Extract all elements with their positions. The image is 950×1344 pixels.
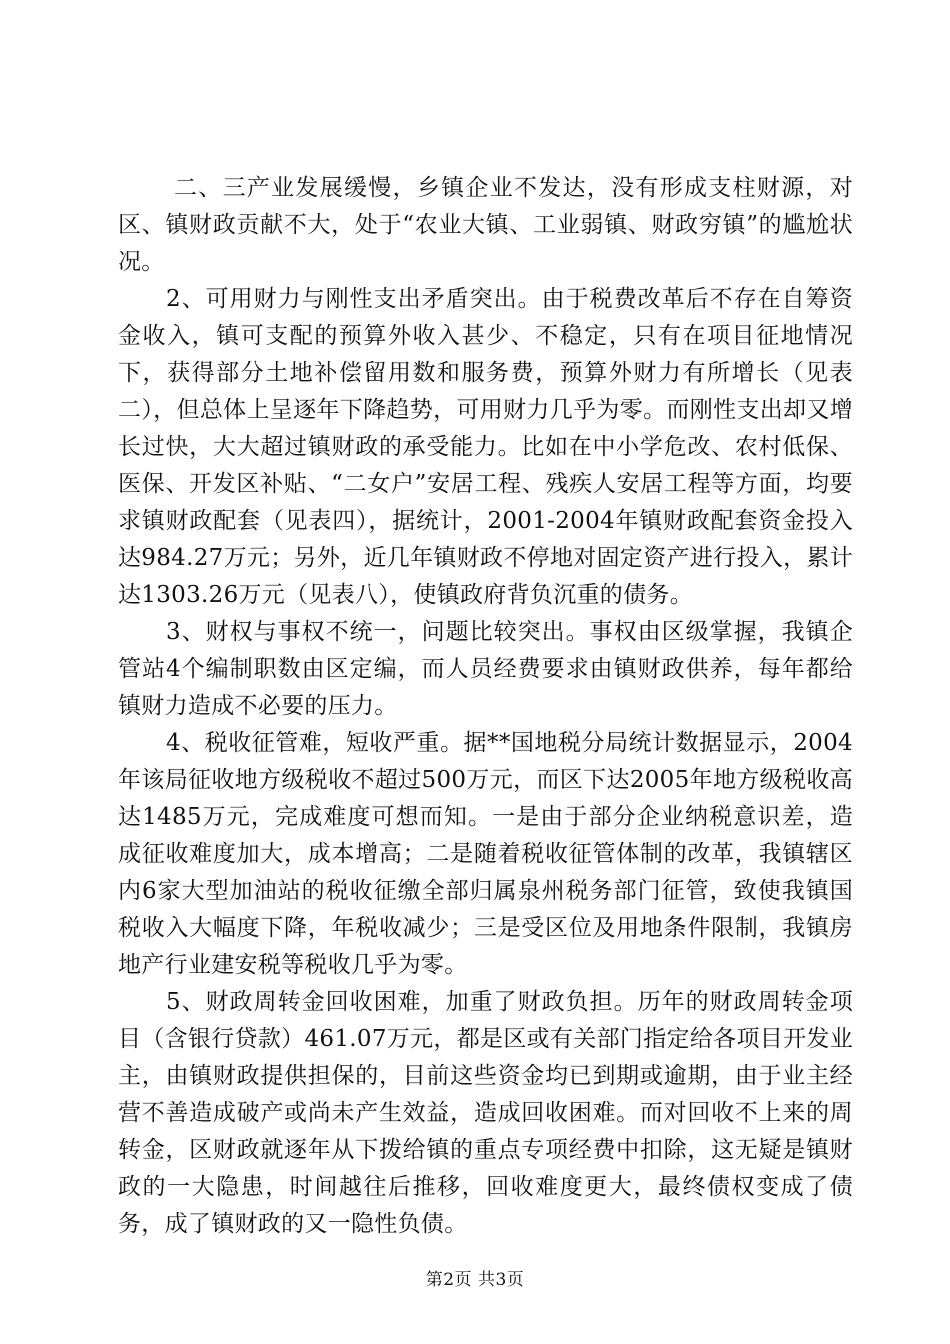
paragraph-1: 二、三产业发展缓慢，乡镇企业不发达，没有形成支柱财源，对区、镇财政贡献不大，处于“农业大镇、工业弱镇、财政穷镇”的尴尬状况。 — [118, 175, 853, 275]
paragraph-3: 3、财权与事权不统一，问题比较突出。事权由区级掌握，我镇企管站4个编制职数由区定编，而人员经费要求由镇财政供养，每年都给镇财力造成不必要的压力。 — [118, 619, 853, 719]
paragraph-2: 2、可用财力与刚性支出矛盾突出。由于税费改革后不存在自筹资金收入，镇可支配的预算外收入甚少、不稳定，只有在项目征地情况下，获得部分土地补偿留用数和服务费，预算外财力有所增长（见表二），但总体上呈逐年下降趋势，可用财力几乎为零。而刚性支出却又增长过快，大大超过镇财政的承受能力。比如在中小学危改、农村低保、医保、开发区补贴、“二女户”安居工程、残疾人安居工程等方面，均要求镇财政配套（见表四），据统计，2001-2004年镇财政配套资金投入达984.27万元；另外，近几年镇财政不停地对固定资产进行投入，累计达1303.26万元（见表八），使镇政府背负沉重的债务。 — [118, 286, 853, 608]
paragraph-4: 4、税收征管难，短收严重。据**国地税分局统计数据显示，2004年该局征收地方级税收不超过500万元，而区下达2005年地方级税收高达1485万元，完成难度可想而知。一是由于部分企业纳税意识差，造成征收难度加大，成本增高；二是随着税收征管体制的改革，我镇辖区内6家大型加油站的税收征缴全部归属泉州税务部门征管，致使我镇国税收入大幅度下降，年税收减少；三是受区位及用地条件限制，我镇房地产行业建安税等税收几乎为零。 — [118, 730, 853, 978]
document-body — [118, 170, 853, 1243]
paragraph-5: 5、财政周转金回收困难，加重了财政负担。历年的财政周转金项目（含银行贷款）461.07万元，都是区或有关部门指定给各项目开发业主，由镇财政提供担保的，目前这些资金均已到期或逾期，由于业主经营不善造成破产或尚未产生效益，造成回收困难。而对回收不上来的周转金，区财政就逐年从下拨给镇的重点专项经费中扣除，这无疑是镇财政的一大隐患，时间越往后推移，回收难度更大，最终债权变成了债务，成了镇财政的又一隐性负债。 — [118, 989, 853, 1237]
page-footer: 第2页 共3页 — [425, 1270, 525, 1290]
